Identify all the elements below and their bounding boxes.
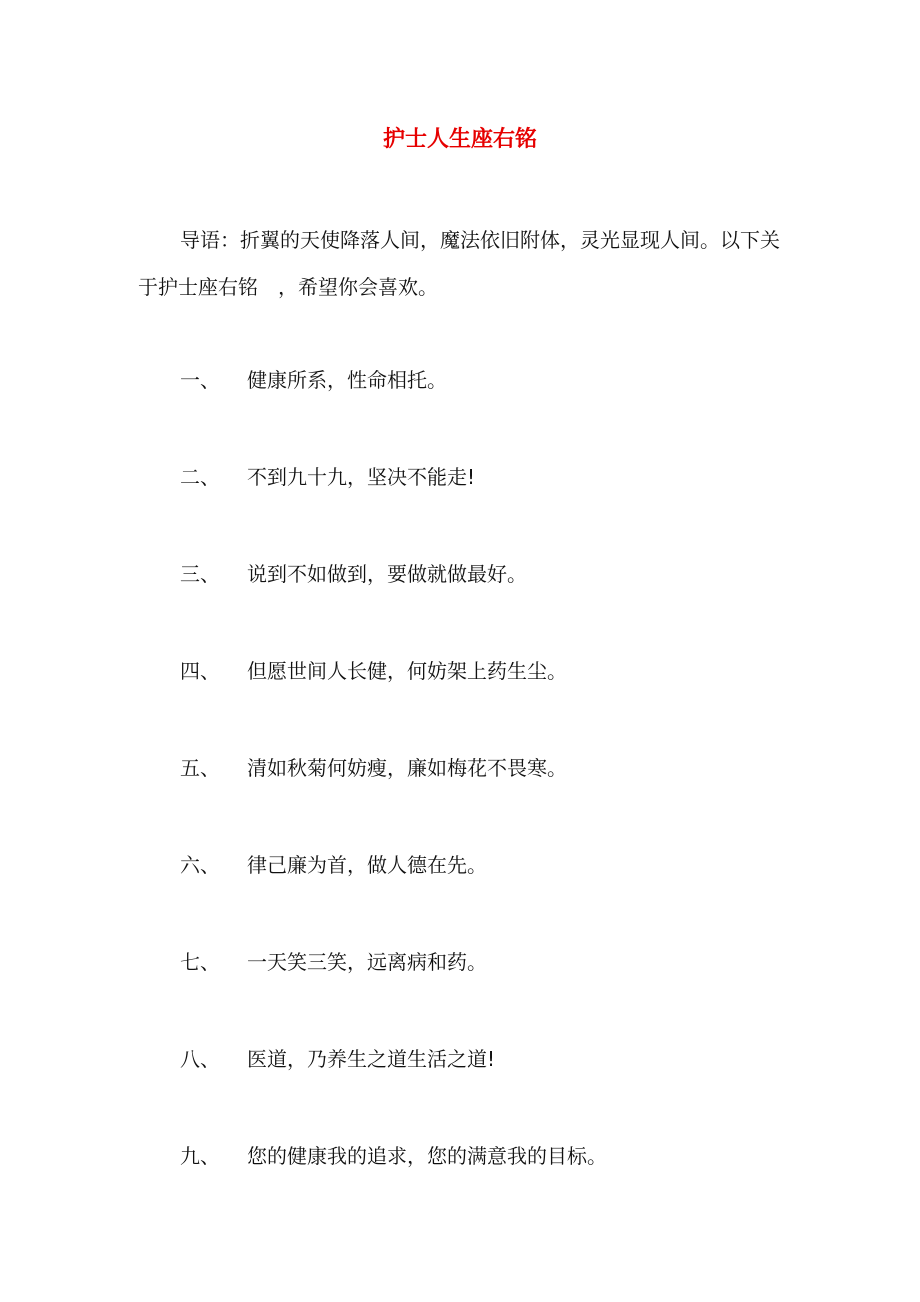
list-item bbox=[180, 748, 800, 845]
list-item bbox=[180, 1136, 800, 1233]
item-text: 不到九十九，坚决不能走! bbox=[247, 465, 476, 489]
item-text: 说到不如做到，要做就做最好。 bbox=[247, 562, 527, 586]
item-number: 九、 bbox=[180, 1144, 220, 1168]
document-title: 护士人生座右铭 bbox=[382, 127, 537, 152]
item-number: 六、 bbox=[180, 853, 220, 877]
item-number: 五、 bbox=[180, 756, 220, 780]
list-item bbox=[180, 360, 800, 457]
item-text: 但愿世间人长健，何妨架上药生尘。 bbox=[247, 659, 567, 683]
list-item bbox=[180, 554, 800, 651]
item-number: 二、 bbox=[180, 465, 220, 489]
list-item bbox=[180, 457, 800, 554]
item-text: 健康所系，性命相托。 bbox=[247, 368, 447, 392]
list-item bbox=[180, 1039, 800, 1136]
list-item bbox=[180, 845, 800, 942]
item-number: 七、 bbox=[180, 950, 220, 974]
motto-list bbox=[180, 360, 800, 1233]
intro-paragraph: 导语：折翼的天使降落人间，魔法依旧附体，灵光显现人间。以下关于护士座右铭 ，希望你会喜欢。 bbox=[138, 228, 780, 299]
list-item bbox=[180, 942, 800, 1039]
item-text: 您的健康我的追求，您的满意我的目标。 bbox=[247, 1144, 607, 1168]
item-text: 医道，乃养生之道生活之道! bbox=[247, 1047, 496, 1071]
item-text: 清如秋菊何妨瘦，廉如梅花不畏寒。 bbox=[247, 756, 567, 780]
list-item bbox=[180, 651, 800, 748]
item-number: 三、 bbox=[180, 562, 220, 586]
item-number: 一、 bbox=[180, 368, 220, 392]
item-number: 四、 bbox=[180, 659, 220, 683]
item-text: 律己廉为首，做人德在先。 bbox=[247, 853, 487, 877]
item-text: 一天笑三笑，远离病和药。 bbox=[247, 950, 487, 974]
item-number: 八、 bbox=[180, 1047, 220, 1071]
